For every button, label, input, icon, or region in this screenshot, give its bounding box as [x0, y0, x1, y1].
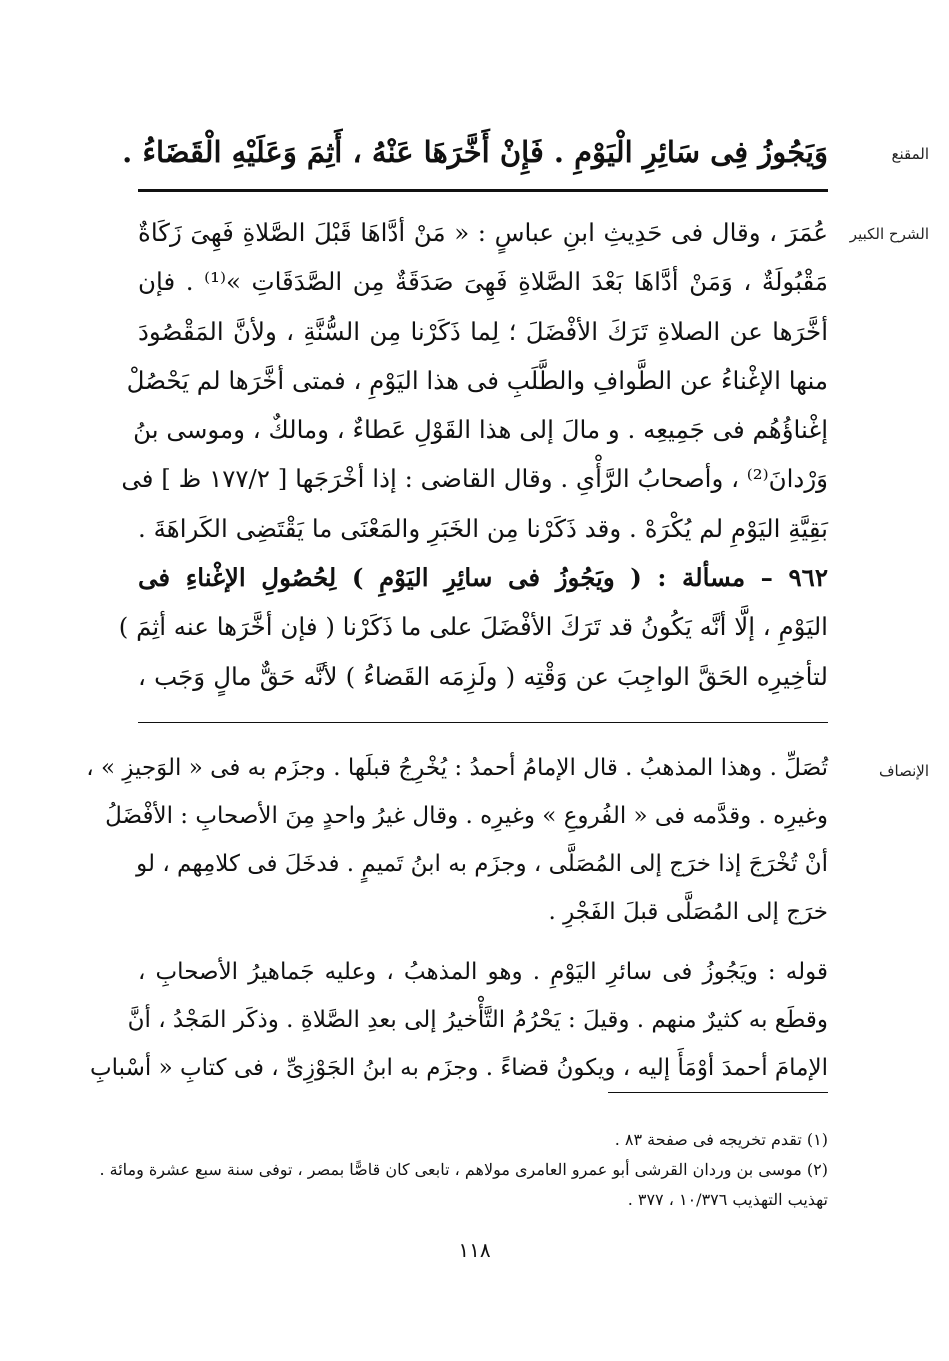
matn-line: وَيَجُوزُ فِى سَائِرِ الْيَوْمِ . فَإِنْ أَخَّرَهَا عَنْهُ ، أَثِمَ وَعَلَيْهِ الْقَضَاءُ . [122, 135, 828, 169]
muqni-label: المقنع [891, 145, 929, 163]
footnotes-section [99, 1125, 828, 1215]
footnote-2: (٢) موسى بن وردان القرشى أبو عمرو العامرى مولاهم ، تابعى كان قاصًّا بمصر ، توفى سنة سبع عشرة ومائة . [99, 1160, 828, 1179]
sharh-line: أخَّرَها عن الصلاةِ تَرَكَ الأفْضَلَ ؛ لِما ذَكَرْنا مِن السُّنَّةِ ، ولأنَّ المَقْصُودَ [138, 316, 828, 346]
sharh-line: منها الإغْناءُ عن الطَّوافِ والطَّلَبِ فى هذا اليَوْمِ ، فمتى أخَّرَها لم يَحْصُلْ [126, 365, 828, 395]
sharh-line: اليَوْمِ ، إلَّا أنَّه يَكُونُ قد تَرَكَ الأفْضَلَ على ما ذَكَرْنا ( فإن أخَّرَها عنه أثِمَ ) [118, 612, 828, 642]
sharh-line: عُمَرَ ، وقال فى حَدِيثِ ابنِ عباسٍ : « مَنْ أدَّاهَا قَبْلَ الصَّلاةِ فَهِىَ زَكَاةٌ [138, 218, 828, 247]
matn-section [122, 128, 828, 176]
insaf-label: الإنصاف [878, 762, 929, 780]
sharh-line: إغْناؤُهُم فى جَمِيعِه . و مالَ إلى هذا القَوْلِ عَطاءٌ ، ومالكٌ ، وموسى بنُ [133, 415, 828, 445]
matn-divider [138, 189, 828, 192]
sharh-line: لتأخِيرِه الحَقَّ الواجِبَ عن وَقْتِه ( ولَزِمَه القَضاءُ ) لأنَّه حَقٌّ مالٍ وَجَب ، [138, 661, 828, 691]
insaf-line: الإمامَ أحمدَ أوْمَأَ إليه ، ويكونُ قضاءً . وجزَم به ابنُ الجَوْزِىِّ ، فى كتابِ « أسْبابِ [90, 1055, 828, 1081]
insaf-line: تُصَلِّ . وهذا المذهبُ . قال الإمامُ أحمدُ : يُخْرِجُ قبلَها . وجزَم به فى « الوَجيزِ » ، [86, 755, 828, 781]
insaf-line: قوله : ويَجُوزُ فى سائرِ اليَوْمِ . وهو المذهبُ ، وعليه جَماهيرُ الأصحابِ ، [138, 959, 828, 985]
sharh-line: وَرْدانَ⁽²⁾ ، وأصحابُ الرَّأْىِ . وقال القاضى : إذا أخْرَجَها [ ١٧٧/٢ ظ ] فى [121, 464, 828, 494]
insaf-line: أنْ تُخْرَجَ إذا خرَج إلى المُصَلَّى ، وجزَم به ابنُ تَميمٍ . فدخَلَ فى كلامِهم ، لو [136, 851, 828, 877]
insaf-line: خرَج إلى المُصَلَّى قبلَ الفَجْرِ . [548, 899, 828, 925]
sharh-divider [138, 722, 828, 723]
footnote-2-continued: تهذيب التهذيب ١٠/٣٧٦ ، ٣٧٧ . [627, 1190, 828, 1209]
sharh-line: مَقْبُولَةٌ ، وَمَنْ أدَّاهَا بَعْدَ الصَّلاةِ فَهِىَ صَدَقَةٌ مِن الصَّدَقَاتِ »⁽¹⁾ . فإن [138, 267, 828, 297]
footnote-1: (١) تقدم تخريجه فى صفحة ٨٣ . [614, 1130, 828, 1149]
page-number: ١١٨ [458, 1238, 491, 1262]
sharh-label: الشرح الكبير [849, 225, 929, 243]
insaf-section [86, 744, 828, 1092]
sharh-line: بَقِيَّةِ اليَوْمِ لم يُكْرَهْ . وقد ذَكَرْنا مِن الخَبَرِ والمَعْنَى ما يَقْتَضِى الكَراهَةَ . [138, 513, 828, 543]
sharh-section [118, 208, 828, 701]
masala-heading-line: ٩٦٢ – مسألة : ( ويَجُوزُ فى سائِرِ اليَوْمِ ) لِحُصُولِ الإغْناءِ فى [138, 563, 828, 593]
insaf-line: وغيرِه . وقدَّمه فى « الفُروعِ » وغيرِه . وقال غيرُ واحدٍ مِنَ الأصحابِ : الأفْضَلُ [105, 803, 828, 829]
footnote-divider [608, 1092, 828, 1093]
insaf-line: وقطَع به كثيرٌ منهم . وقيلَ : يَحْرُمُ التَّأْخيرُ إلى بعدِ الصَّلاةِ . وذكَر المَجْدُ ، أنَّ [127, 1007, 828, 1033]
